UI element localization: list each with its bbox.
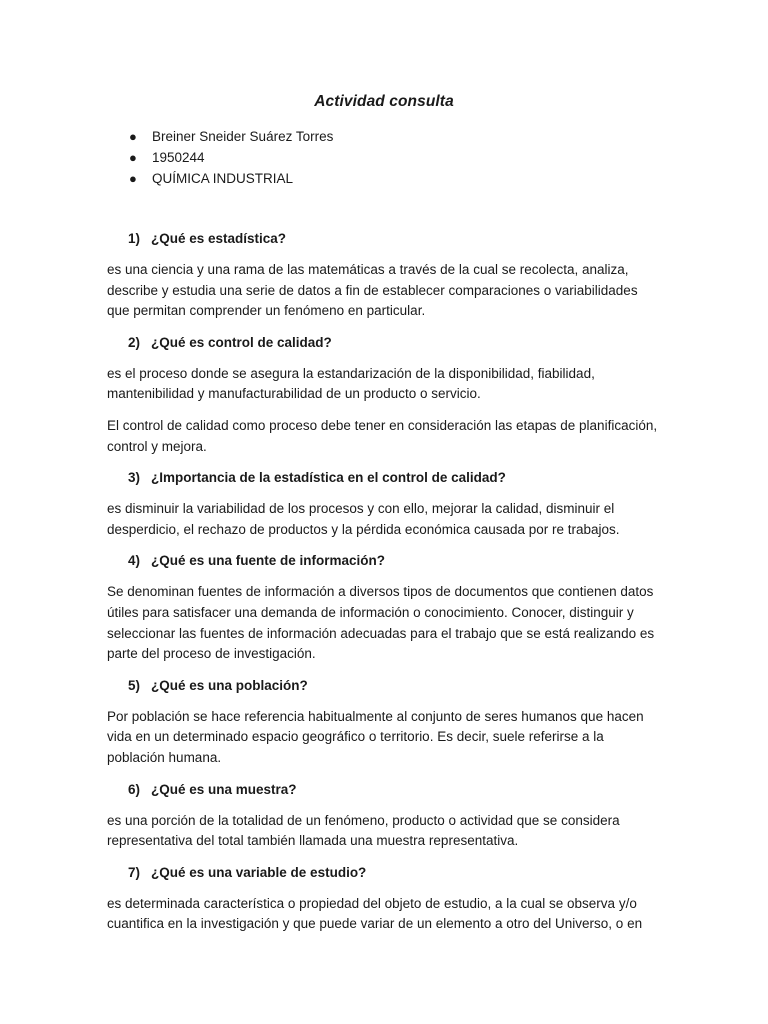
answer-paragraph: Se denominan fuentes de información a diversos tipos de documentos que contienen datos útiles para satisfacer una demanda de información o conocimiento. Conocer, distinguir y seleccionar las fuentes de información adecuadas para el trabajo que se está realizando es parte del proceso de investigación. <box>107 584 655 662</box>
document-body <box>107 229 662 946</box>
document-title: Actividad consulta <box>314 93 454 110</box>
question-number: 1) <box>128 231 141 246</box>
question-heading <box>107 551 662 571</box>
bullet-icon: ● <box>129 150 137 165</box>
info-item-label: QUÍMICA INDUSTRIAL <box>152 171 294 186</box>
question-heading <box>107 229 662 249</box>
question-heading <box>107 468 662 488</box>
question-heading <box>107 676 662 696</box>
question-text: ¿Qué es una fuente de información? <box>151 553 386 569</box>
answer-paragraph: es el proceso donde se asegura la estandarización de la disponibilidad, fiabilidad, mantenibilidad y manufacturabilidad de un producto o servicio. <box>107 365 595 402</box>
answer-paragraph: es una ciencia y una rama de las matemáticas a través de la cual se recolecta, analiza, describe y estudia una serie de datos a fin de establecer comparaciones o variabilidades que permitan comprender un fenómeno en particular. <box>107 262 638 319</box>
question-heading <box>107 333 662 353</box>
question-heading <box>107 780 662 800</box>
question-text: ¿Qué es estadística? <box>151 231 287 246</box>
question-number: 6) <box>128 781 141 797</box>
bullet-icon: ● <box>129 171 137 186</box>
question-text: ¿Qué es control de calidad? <box>151 334 332 350</box>
bullet-icon: ● <box>129 129 137 144</box>
info-item-program <box>129 168 333 189</box>
info-item-label: Breiner Sneider Suárez Torres <box>152 129 334 144</box>
question-heading <box>107 863 662 883</box>
answer-paragraph: El control de calidad como proceso debe tener en consideración las etapas de planificación, control y mejora. <box>107 417 658 454</box>
student-info-list <box>129 126 334 189</box>
question-text: ¿Qué es una muestra? <box>151 781 297 797</box>
question-number: 3) <box>128 470 141 486</box>
info-item-code <box>129 147 333 168</box>
answer-paragraph: es disminuir la variabilidad de los procesos y con ello, mejorar la calidad, disminuir el desperdicio, el rechazo de productos y la pérdida económica causada por re trabajos. <box>107 501 620 537</box>
question-number: 5) <box>128 677 141 693</box>
question-text: ¿Qué es una población? <box>151 677 308 693</box>
info-item-label: 1950244 <box>152 150 205 165</box>
info-item-name <box>129 126 334 147</box>
answer-paragraph: es determinada característica o propiedad del objeto de estudio, a la cual se observa y/o cuantifica en la investigación y que puede variar de un elemento a otro del Universo, o en <box>107 895 643 932</box>
question-number: 2) <box>128 334 141 350</box>
answer-paragraph: Por población se hace referencia habitualmente al conjunto de seres humanos que hacen vida en un determinado espacio geográfico o territorio. Es decir, suele referirse a la población humana. <box>107 708 644 765</box>
question-text: ¿Qué es una variable de estudio? <box>151 864 367 880</box>
question-number: 4) <box>128 553 141 569</box>
answer-paragraph: es una porción de la totalidad de un fenómeno, producto o actividad que se considera representativa del total también llamada una muestra representativa. <box>107 812 620 849</box>
question-number: 7) <box>128 864 141 880</box>
question-text: ¿Importancia de la estadística en el control de calidad? <box>151 470 506 486</box>
